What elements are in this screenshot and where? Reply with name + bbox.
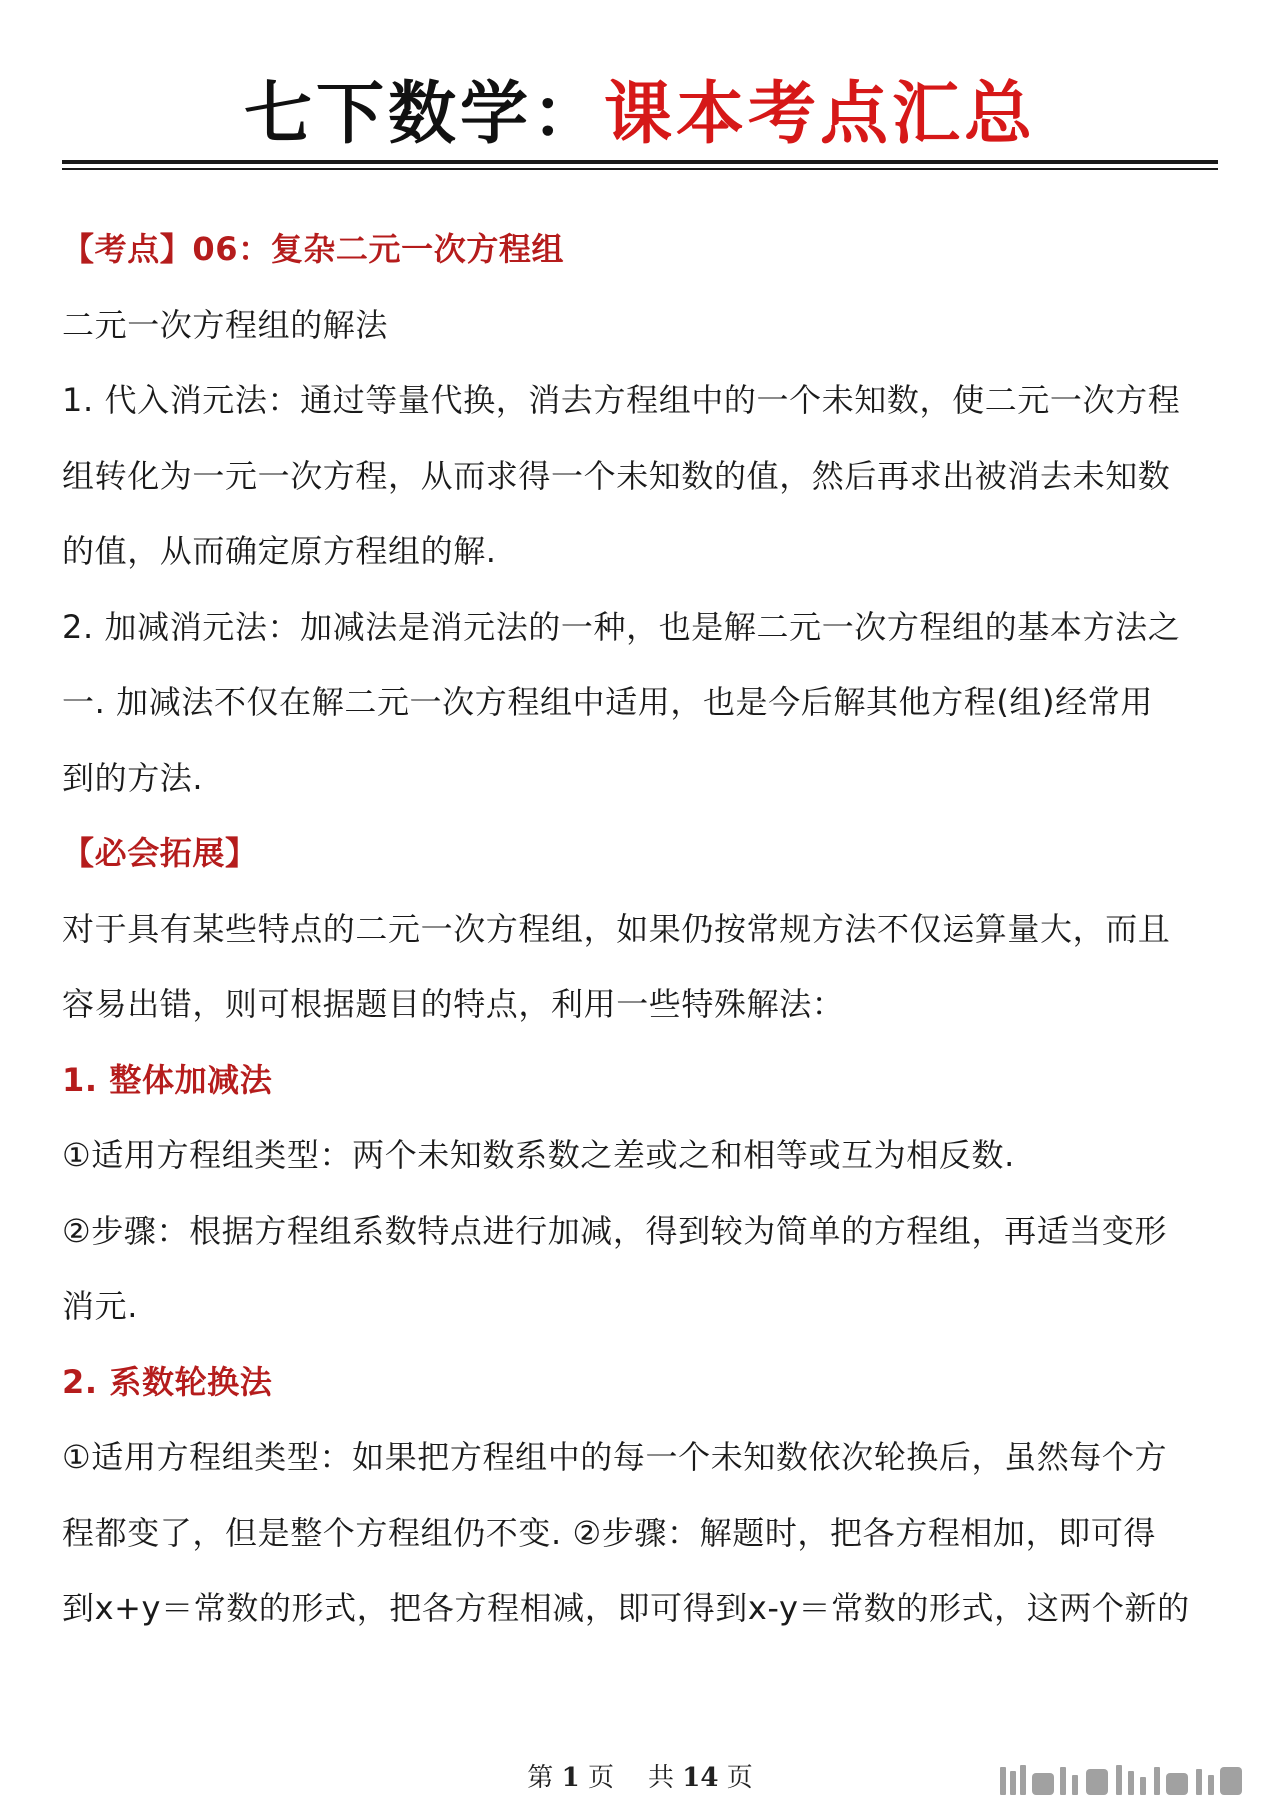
method-heading-coefficient-rotation: 2. 系数轮换法 (62, 1362, 273, 1401)
paragraph-line: 容易出错，则可根据题目的特点，利用一些特殊解法： (62, 985, 845, 1023)
paragraph-line: 1. 代入消元法：通过等量代换，消去方程组中的一个未知数，使二元一次方程 (62, 381, 1181, 419)
footer-total-pages: 14 (682, 1763, 719, 1793)
paragraph-line: 程都变了，但是整个方程组仍不变. ②步骤：解题时，把各方程相加，即可得 (62, 1513, 1157, 1552)
paragraph-line: ②步骤：根据方程组系数特点进行加减，得到较为简单的方程组，再适当变形 (62, 1211, 1168, 1250)
title-divider-thick (62, 160, 1218, 164)
paragraph-line: 的值，从而确定原方程组的解. (62, 532, 497, 570)
paragraph-line: ①适用方程组类型：两个未知数系数之差或之和相等或互为相反数. (62, 1136, 1015, 1174)
subheading-solution-methods: 二元一次方程组的解法 (62, 305, 389, 344)
footer-total-prefix: 共 (647, 1763, 674, 1793)
section-heading-extension: 【必会拓展】 (62, 834, 258, 872)
title-part-highlight: 课本考点汇总 (604, 75, 1037, 154)
watermark-logo (1000, 1763, 1260, 1799)
footer-total-suffix: 页 (726, 1763, 753, 1793)
paragraph-line: 一. 加减法不仅在解二元一次方程组中适用，也是今后解其他方程(组)经常用 (62, 683, 1153, 721)
document-body (62, 212, 1222, 1647)
paragraph-line: 到x+y＝常数的形式，把各方程相减，即可得到x-y＝常数的形式，这两个新的 (62, 1589, 1190, 1627)
title-divider-thin (62, 168, 1218, 170)
paragraph-line: ①适用方程组类型：如果把方程组中的每一个未知数依次轮换后，虽然每个方 (62, 1438, 1168, 1476)
paragraph-line: 消元. (62, 1287, 138, 1325)
paragraph-line: 组转化为一元一次方程，从而求得一个未知数的值，然后再求出被消去未知数 (62, 456, 1171, 495)
title-part-main: 七下数学： (243, 75, 604, 154)
footer-page-number: 1 (561, 1763, 580, 1793)
section-heading-kaodian: 【考点】06：复杂二元一次方程组 (62, 230, 565, 268)
page-title (0, 70, 1280, 160)
footer-page-suffix: 页 (587, 1763, 614, 1793)
paragraph-line: 到的方法. (62, 758, 204, 797)
footer-page-prefix: 第 (527, 1763, 554, 1793)
paragraph-line: 2. 加减消元法：加减法是消元法的一种，也是解二元一次方程组的基本方法之 (62, 607, 1181, 646)
method-heading-overall-add-subtract: 1. 整体加减法 (62, 1060, 273, 1099)
paragraph-line: 对于具有某些特点的二元一次方程组，如果仍按常规方法不仅运算量大，而且 (62, 909, 1171, 948)
